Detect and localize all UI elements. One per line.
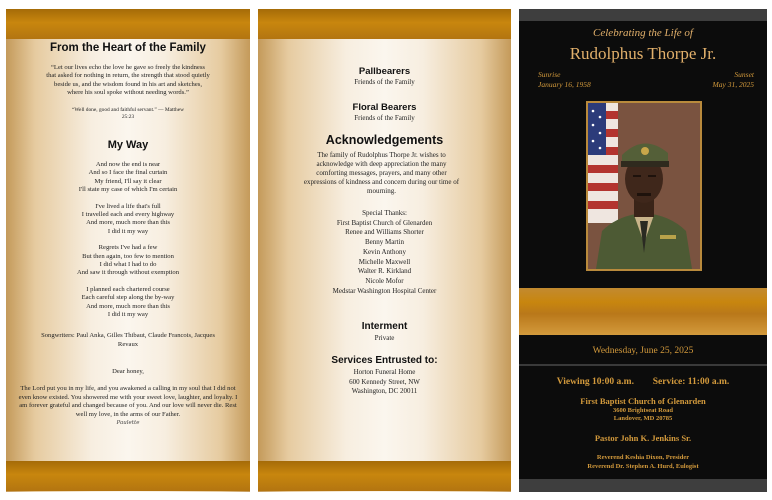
celebrating-line: Celebrating the Life of <box>593 27 693 39</box>
address-line: Washington, DC 20011 <box>351 387 418 396</box>
sunrise-label: Sunrise <box>538 70 561 79</box>
letter-body: The Lord put you in my life, and you awakened a calling in my soul that I did not even know existed. You showered me with your sweet love, laughter, and loyalty. I am forever grateful and changed because of you. And our love will never die. Rest well my love, in the arms of our Father. <box>18 385 238 418</box>
poem-line: My friend, I'll say it clear <box>94 177 162 185</box>
services-address <box>258 368 511 397</box>
thanks-item: First Baptist Church of Glenarden <box>336 218 433 227</box>
thanks-item: Benny Martin <box>364 238 405 247</box>
interment-heading: Interment <box>361 321 408 332</box>
sunset-date: May 31, 2025 <box>712 80 754 89</box>
bottom-gold-band <box>258 461 511 491</box>
acknowledgements-heading: Acknowledgements <box>325 133 444 147</box>
family-quote: “Let our lives echo the love he gave so freely the kindness that asked for nothing in return, the strength that stood quietly beside us, and the wisdom found in his art and sketches, where his soul spoke without needing words.” <box>46 64 210 97</box>
stanza <box>6 244 250 278</box>
poem-line: And more, much more than this <box>86 302 170 310</box>
special-thanks-heading: Special Thanks: <box>362 209 407 217</box>
poem-line: And more, much more than this <box>86 219 170 227</box>
acknowledgements-text: The family of Rudolphus Thorpe Jr. wishes to acknowledge with deep appreciation the many comforting messages, prayers, and many other expressions of kindness and concern during our time of mourning. <box>303 151 460 195</box>
poem-title: My Way <box>107 139 149 151</box>
thanks-item: Renee and Williams Shorter <box>345 228 424 237</box>
left-panel <box>6 9 250 492</box>
divider <box>519 364 767 366</box>
poem-line: I did what I had to do <box>99 261 157 269</box>
church-address-line: Landover, MD 20785 <box>613 415 673 422</box>
deceased-name: Rudolphus Thorpe Jr. <box>569 44 717 63</box>
eulogist-line: Reverend Dr. Stephen A. Hurd, Eulogist <box>587 463 699 470</box>
floral-bearers-text: Friends of the Family <box>354 114 415 122</box>
address-line: 600 Kennedy Street, NW <box>349 377 420 386</box>
sunset-label: Sunset <box>734 70 754 79</box>
funeral-home-name: Horton Funeral Home <box>353 368 416 376</box>
cover-top-strip <box>519 9 767 21</box>
poem-line: I'll state my case of which I'm certain <box>78 186 178 194</box>
poem-line: Regrets I've had a few <box>98 244 158 252</box>
services-heading: Services Entrusted to: <box>331 355 438 366</box>
poem-line: And so I face the final curtain <box>88 169 168 177</box>
poem-line: But then again, too few to mention <box>82 252 174 260</box>
floral-bearers-heading: Floral Bearers <box>352 102 417 113</box>
stanza <box>6 203 250 237</box>
portrait-image <box>588 103 700 269</box>
flag-icon <box>588 103 618 223</box>
poem-body <box>6 161 250 320</box>
times-row <box>519 377 767 387</box>
letter-salutation: Dear honey, <box>112 368 144 375</box>
thanks-item: Walter R. Kirkland <box>357 267 412 276</box>
interment-text: Private <box>374 334 395 342</box>
middle-panel <box>258 9 511 492</box>
church-address <box>519 407 767 423</box>
poem-line: I planned each chartered course <box>86 285 170 293</box>
sunset-block <box>713 70 754 90</box>
service-time: Service: 11:00 a.m. <box>652 377 730 387</box>
sunrise-date: January 16, 1958 <box>538 80 591 89</box>
thanks-item: Kevin Anthony <box>363 247 406 256</box>
portrait-photo <box>586 101 702 271</box>
presider-line: Reverend Keshia Dixon, Presider <box>596 454 690 461</box>
poem-line: I've lived a life that's full <box>95 202 161 210</box>
poem-line: I travelled each and every highway <box>81 211 175 219</box>
sunrise-block <box>538 70 591 90</box>
cover-gold-band <box>519 288 767 335</box>
viewing-time: Viewing 10:00 a.m. <box>556 377 634 387</box>
thanks-item: Medstar Washington Hospital Center <box>332 286 437 295</box>
service-date: Wednesday, June 25, 2025 <box>592 346 694 356</box>
scripture-citation: “Well done, good and faithful servant.” — Matthew 25:23 <box>72 107 184 120</box>
poem-line: And now the end is near <box>95 161 161 168</box>
cover-bottom-strip <box>519 479 767 492</box>
poem-line: I did it my way <box>107 227 149 235</box>
officiants <box>519 453 767 471</box>
cover-panel <box>519 9 767 492</box>
special-thanks <box>258 209 511 296</box>
pallbearers-heading: Pallbearers <box>358 66 411 77</box>
poem-line: Each careful step along the by-way <box>81 294 175 302</box>
stanza <box>6 161 250 195</box>
church-address-line: 3600 Brightseat Road <box>613 407 673 414</box>
handwritten-signature: Paulette <box>116 420 140 426</box>
top-gold-band <box>258 9 511 39</box>
songwriters-credit: Songwriters: Paul Anka, Gilles Thibaut, Claude Francois, Jacques Revaux <box>41 332 215 348</box>
top-gold-band <box>6 9 250 39</box>
thanks-item: Michelle Maxwell <box>358 257 411 266</box>
church-name: First Baptist Church of Glenarden <box>580 396 706 406</box>
pallbearers-text: Friends of the Family <box>354 78 415 86</box>
poem-line: And saw it through without exemption <box>76 269 179 277</box>
poem-line: I did it my way <box>107 311 149 319</box>
bottom-gold-band <box>6 461 250 491</box>
stanza <box>6 286 250 320</box>
pastor-name: Pastor John K. Jenkins Sr. <box>594 433 692 443</box>
heart-heading: From the Heart of the Family <box>50 42 206 54</box>
thanks-item: Nicole Mofor <box>365 276 404 285</box>
